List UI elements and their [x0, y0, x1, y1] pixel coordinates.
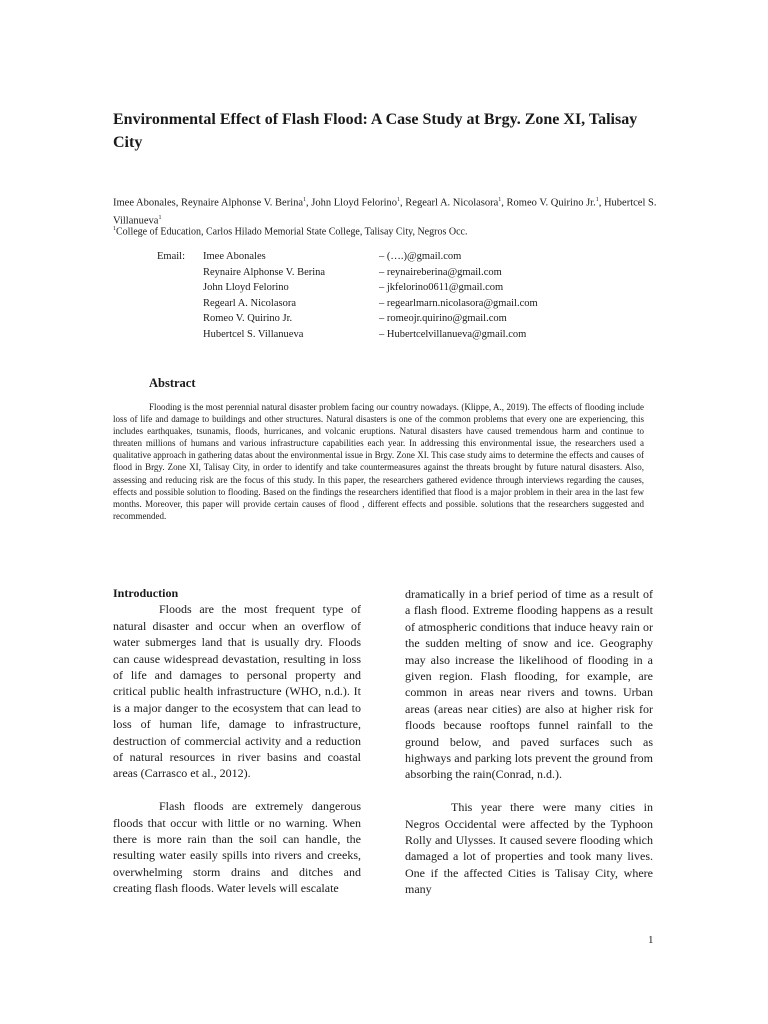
affiliation-text: College of Education, Carlos Hilado Memorial State College, Talisay City, Negros Occ.: [116, 226, 468, 238]
author-sup: 1: [397, 197, 401, 203]
email-author: Reynaire Alphonse V. Berina: [203, 266, 326, 278]
email-row: [203, 282, 538, 298]
affiliation: [113, 223, 658, 238]
left-column: [113, 585, 361, 897]
email-table: [203, 251, 538, 344]
author-sup: 1: [595, 197, 599, 203]
email-author: Romeo V. Quirino Jr.: [203, 313, 293, 324]
author-sup: 1: [158, 215, 162, 221]
introduction-heading: Introduction: [113, 586, 179, 600]
author-name: John Lloyd Felorino: [311, 197, 398, 209]
email-address: – (….)@gmail.com: [379, 251, 462, 262]
author-name: Hubertcel S. Villanueva: [113, 197, 657, 227]
abstract-text: Flooding is the most perennial natural disaster problem facing our country nowadays. (Klippe, A., 2019). The effects of flooding include loss of life and damage to buildings and other structures. Natural disasters is one of the common problems that every one are experiencing, this includes earthquakes, tsunamis, floods, hurricanes, and volcanic eruptions. Natural disasters have caused tremendous harm and continue to threaten millions of humans and various infrastructure capabilities each year. In addressing this environmental issue, the researchers used a qualitative approach in gathering datas about the environmental issue in Brgy. Zone XI. This case study aims to determine the effects and causes of flood in Brgy. Zone XI, Talisay City, in order to identify and take countermeasures against the threats brought by future natural disasters. Also, assessing and reducing risk are the focus of this study. In this paper, the researchers gathered evidence through interviews regarding the causes, effects and possible solution to flooding. Based on the findings the researchers identified that flood is a major problem in their area in the last few months. Moreover, this paper will provide certain causes of flood , different effects and possible. solutions that the researchers suggested and recommended.: [113, 402, 644, 521]
email-row: [203, 329, 538, 345]
email-address: – reynaireberina@gmail.com: [379, 266, 502, 278]
body-paragraph: Flash floods are extremely dangerous floods that occur with little or no warning. When there is more rain than the soil can handle, the resulting water easily spills into rivers and creeks, overwhelming storm drains and ditches and creating flash floods. Water levels will escalate: [113, 799, 361, 896]
author-sup: 1: [303, 197, 307, 203]
author-name: Romeo V. Quirino Jr.: [506, 197, 596, 209]
body-paragraph: dramatically in a brief period of time as a result of a flash flood. Extreme flooding happens as a result of atmospheric conditions that induce heavy rain or the sudden melting of snow and ice. Geography may also increase the likelihood of flooding in a given region. Flash flooding, for example, are common in areas near rivers and towns. Urban areas (areas near cities) are also at higher risk for floods because rooftops funnel rainfall to the ground below, and paved surfaces such as highways and parking lots prevent the ground from absorbing the rain(Conrad, n.d.).: [405, 587, 653, 782]
email-label: Email:: [157, 251, 185, 262]
email-address: – romeojr.quirino@gmail.com: [379, 313, 507, 324]
affiliation-sup: 1: [113, 226, 116, 232]
email-row: [203, 267, 538, 283]
body-paragraph: This year there were many cities in Negros Occidental were affected by the Typhoon Rolly and Ulysses. It caused severe flooding which damaged a lot of properties and took many lives. One if the affected Cities is Talisay City, where many: [405, 800, 653, 897]
email-row: [203, 251, 538, 267]
email-row: [203, 313, 538, 329]
author-name: Reynaire Alphonse V. Berina: [180, 197, 304, 209]
email-author: Regearl A. Nicolasora: [203, 297, 297, 309]
author-name: Regearl A. Nicolasora: [405, 197, 499, 209]
email-author: John Lloyd Felorino: [203, 282, 289, 293]
email-address: – jkfelorino0611@gmail.com: [379, 282, 504, 293]
right-column: [405, 586, 653, 898]
paper-title: Environmental Effect of Flash Flood: A Case Study at Brgy. Zone XI, Talisay City: [113, 111, 638, 151]
email-address: – regearlmarn.nicolasora@gmail.com: [379, 297, 538, 309]
email-row: [203, 298, 538, 314]
author-sup: 1: [498, 197, 502, 203]
email-address: – Hubertcelvillanueva@gmail.com: [379, 328, 527, 340]
body-paragraph: Floods are the most frequent type of natural disaster and occur when an overflow of water submerges land that is usually dry. Floods can cause widespread devastation, resulting in loss of life and damages to personal property and critical public health infrastructure (WHO, n.d.). It is a major danger to the ecosystem that can lead to loss of human life, damage to infrastructure, destruction of commercial activity and a reduction of natural resources in river basins and coastal areas (Carrasco et al., 2012).: [113, 602, 361, 781]
email-author: Imee Abonales: [203, 251, 266, 262]
author-name: Imee Abonales: [113, 197, 176, 209]
email-author: Hubertcel S. Villanueva: [203, 328, 304, 340]
author-list: Imee Abonales, Reynaire Alphonse V. Berina$^1$, John Lloyd Felorino$^1$, Regearl A. Nicolasora$^1$, Romeo V. Quirino Jr.$^1$, Hubertcel S. Villanueva$^1$: [113, 197, 657, 227]
page-number: 1: [648, 934, 654, 946]
abstract-heading: Abstract: [149, 376, 196, 390]
